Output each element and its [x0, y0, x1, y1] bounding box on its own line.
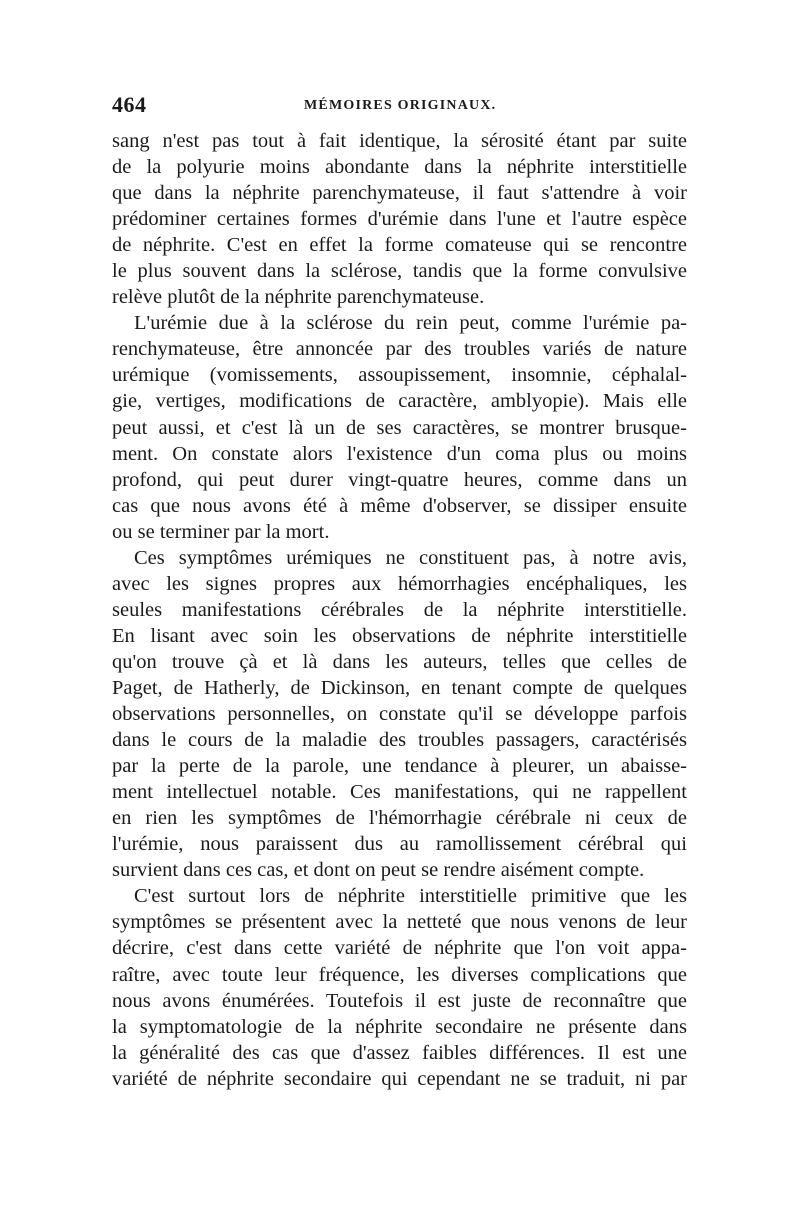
text-line: la généralité des cas que d'assez faibles différences. Il est une: [112, 1041, 687, 1064]
text-line: variété de néphrite secondaire qui cependant ne se traduit, ni par: [112, 1067, 687, 1090]
text-line: gie, vertiges, modifications de caractère, amblyopie). Mais elle: [112, 390, 687, 413]
text-line: nous avons énumérées. Toutefois il est juste de reconnaître que: [112, 989, 687, 1012]
text-line: raître, avec toute leur fréquence, les diverses complications que: [112, 963, 687, 986]
text-line: peut aussi, et c'est là un de ses caractères, se montrer brusque-: [112, 416, 687, 439]
text-line: décrire, c'est dans cette variété de néphrite que l'on voit appa-: [112, 937, 687, 960]
text-line: dans le cours de la maladie des troubles passagers, caractérisés: [112, 729, 687, 752]
text-line: renchymateuse, être annoncée par des troubles variés de nature: [112, 338, 687, 361]
text-line: avec les signes propres aux hémorrhagies encéphaliques, les: [112, 572, 687, 595]
page-number: 464: [112, 92, 147, 117]
text-line: observations personnelles, on constate qu'il se développe parfois: [112, 703, 687, 726]
running-head: [112, 92, 687, 122]
text-line: ment intellectuel notable. Ces manifestations, qui ne rappellent: [112, 781, 687, 804]
body-text: [112, 128, 687, 1092]
text-line: prédominer certaines formes d'urémie dans l'une et l'autre espèce: [112, 208, 687, 231]
text-line: En lisant avec soin les observations de néphrite interstitielle: [112, 624, 687, 647]
text-line: seules manifestations cérébrales de la néphrite interstitielle.: [112, 598, 687, 621]
text-line: l'urémie, nous paraissent dus au ramollissement cérébral qui: [112, 833, 687, 856]
text-line: ou se terminer par la mort.: [112, 520, 330, 543]
text-line: profond, qui peut durer vingt-quatre heures, comme dans un: [112, 468, 687, 491]
text-line: ment. On constate alors l'existence d'un coma plus ou moins: [112, 442, 687, 465]
text-line: urémique (vomissements, assoupissement, insomnie, céphalal-: [112, 364, 687, 387]
text-line: C'est surtout lors de néphrite interstitielle primitive que les: [134, 885, 687, 908]
text-line: relève plutôt de la néphrite parenchymateuse.: [112, 286, 485, 309]
text-line: Paget, de Hatherly, de Dickinson, en tenant compte de quelques: [112, 676, 687, 699]
text-line: sang n'est pas tout à fait identique, la sérosité étant par suite: [112, 130, 687, 152]
text-line: de néphrite. C'est en effet la forme comateuse qui se rencontre: [112, 234, 687, 257]
running-title: MÉMOIRES ORIGINAUX.: [304, 98, 497, 113]
text-line: Ces symptômes urémiques ne constituent pas, à notre avis,: [134, 546, 687, 569]
text-line: symptômes se présentent avec la netteté que nous venons de leur: [112, 911, 687, 934]
text-line: survient dans ces cas, et dont on peut se rendre aisément compte.: [112, 859, 645, 882]
text-line: le plus souvent dans la sclérose, tandis que la forme convulsive: [112, 260, 687, 283]
text-line: de la polyurie moins abondante dans la néphrite interstitielle: [112, 156, 687, 179]
text-line: que dans la néphrite parenchymateuse, il faut s'attendre à voir: [112, 182, 687, 205]
text-line: cas que nous avons été à même d'observer, se dissiper ensuite: [112, 494, 687, 517]
text-line: L'urémie due à la sclérose du rein peut, comme l'urémie pa-: [134, 312, 687, 335]
text-line: en rien les symptômes de l'hémorrhagie cérébrale ni ceux de: [112, 807, 687, 830]
text-line: par la perte de la parole, une tendance à pleurer, un abaisse-: [112, 755, 687, 778]
text-line: la symptomatologie de la néphrite secondaire ne présente dans: [112, 1015, 687, 1038]
text-line: qu'on trouve çà et là dans les auteurs, telles que celles de: [112, 650, 687, 673]
